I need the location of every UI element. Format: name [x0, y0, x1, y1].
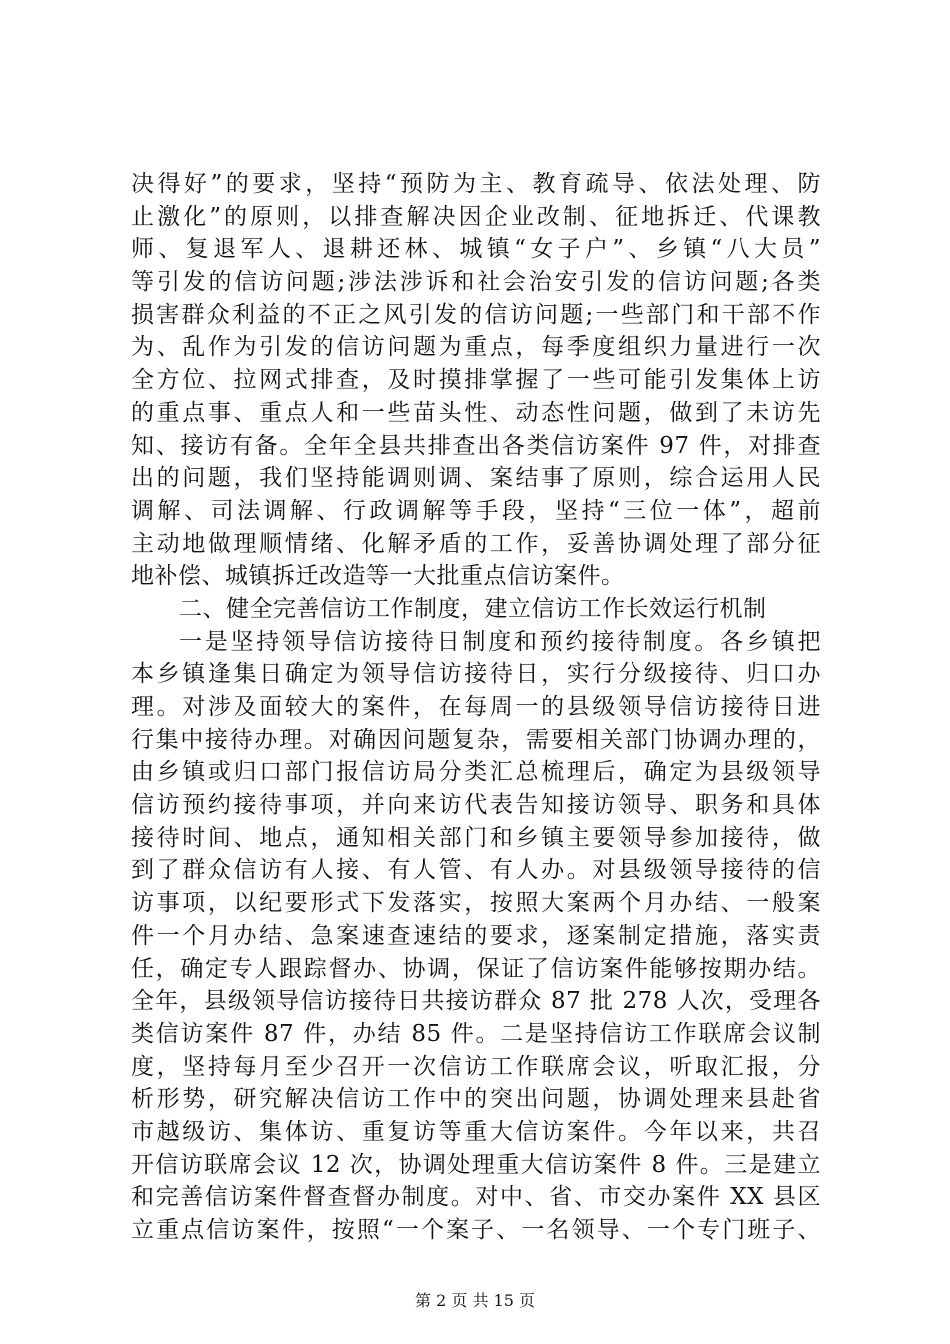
text-line: 立重点信访案件，按照“一个案子、一名领导、一个专门班子、 [131, 1217, 821, 1243]
text-line: 行集中接待办理。对确因问题复杂，需要相关部门协调办理的， [131, 726, 821, 753]
text-line: 损害群众利益的不正之风引发的信访问题;一些部门和干部不作 [131, 301, 821, 328]
text-line: 一是坚持领导信访接待日制度和预约接待制度。各乡镇把 [179, 628, 821, 655]
document-body [131, 168, 821, 1247]
text-line: 由乡镇或归口部门报信访局分类汇总梳理后，确定为县级领导 [131, 759, 821, 786]
text-line: 全方位、拉网式排查，及时摸排掌握了一些可能引发集体上访 [131, 367, 821, 394]
text-line: 访事项，以纪要形式下发落实，按照大案两个月办结、一般案 [131, 890, 821, 917]
text-line: 全年，县级领导信访接待日共接访群众 87 批 278 人次，受理各 [131, 988, 821, 1015]
text-line: 决得好”的要求，坚持“预防为主、教育疏导、依法处理、防 [131, 171, 821, 197]
text-line: 主动地做理顺情绪、化解矛盾的工作，妥善协调处理了部分征 [131, 530, 821, 557]
text-line: 二、健全完善信访工作制度，建立信访工作长效运行机制 [179, 595, 767, 622]
text-line: 理。对涉及面较大的案件，在每周一的县级领导信访接待日进 [131, 694, 821, 720]
text-line: 出的问题，我们坚持能调则调、案结事了原则，综合运用人民 [131, 465, 821, 492]
text-line: 本乡镇逢集日确定为领导信访接待日，实行分级接待、归口办 [131, 661, 821, 688]
text-line: 市越级访、集体访、重复访等重大信访案件。今年以来，共召 [131, 1118, 821, 1145]
text-line: 师、复退军人、退耕还林、城镇“女子户”、乡镇“八大员” [131, 236, 821, 263]
text-line: 信访预约接待事项，并向来访代表告知接访领导、职务和具体 [131, 792, 821, 819]
text-line: 等引发的信访问题;涉法涉诉和社会治安引发的信访问题;各类 [131, 269, 821, 296]
text-line: 件一个月办结、急案速查速结的要求，逐案制定措施，落实责 [131, 922, 821, 949]
text-line: 析形势，研究解决信访工作中的突出问题，协调处理来县赴省 [131, 1086, 821, 1113]
text-line: 度，坚持每月至少召开一次信访工作联席会议，听取汇报，分 [131, 1053, 821, 1080]
text-line: 知、接访有备。全年全县共排查出各类信访案件 97 件，对排查 [131, 432, 821, 459]
page-footer: 第 2 页 共 15 页 [415, 1291, 535, 1310]
text-line: 的重点事、重点人和一些苗头性、动态性问题，做到了未访先 [131, 399, 821, 426]
text-line: 开信访联席会议 12 次，协调处理重大信访案件 8 件。三是建立 [131, 1151, 821, 1178]
text-line: 调解、司法调解、行政调解等手段，坚持“三位一体”，超前 [131, 497, 821, 524]
text-line: 到了群众信访有人接、有人管、有人办。对县级领导接待的信 [131, 857, 821, 884]
text-line: 类信访案件 87 件，办结 85 件。二是坚持信访工作联席会议制 [131, 1020, 821, 1047]
text-line: 和完善信访案件督查督办制度。对中、省、市交办案件 XX 县区 [131, 1184, 821, 1211]
text-line: 为、乱作为引发的信访问题为重点，每季度组织力量进行一次 [131, 334, 821, 361]
text-line: 地补偿、城镇拆迁改造等一大批重点信访案件。 [131, 563, 625, 590]
text-line: 止激化”的原则，以排查解决因企业改制、征地拆迁、代课教 [131, 203, 821, 230]
text-line: 任，确定专人跟踪督办、协调，保证了信访案件能够按期办结。 [131, 955, 821, 982]
text-line: 接待时间、地点，通知相关部门和乡镇主要领导参加接待，做 [131, 824, 821, 851]
